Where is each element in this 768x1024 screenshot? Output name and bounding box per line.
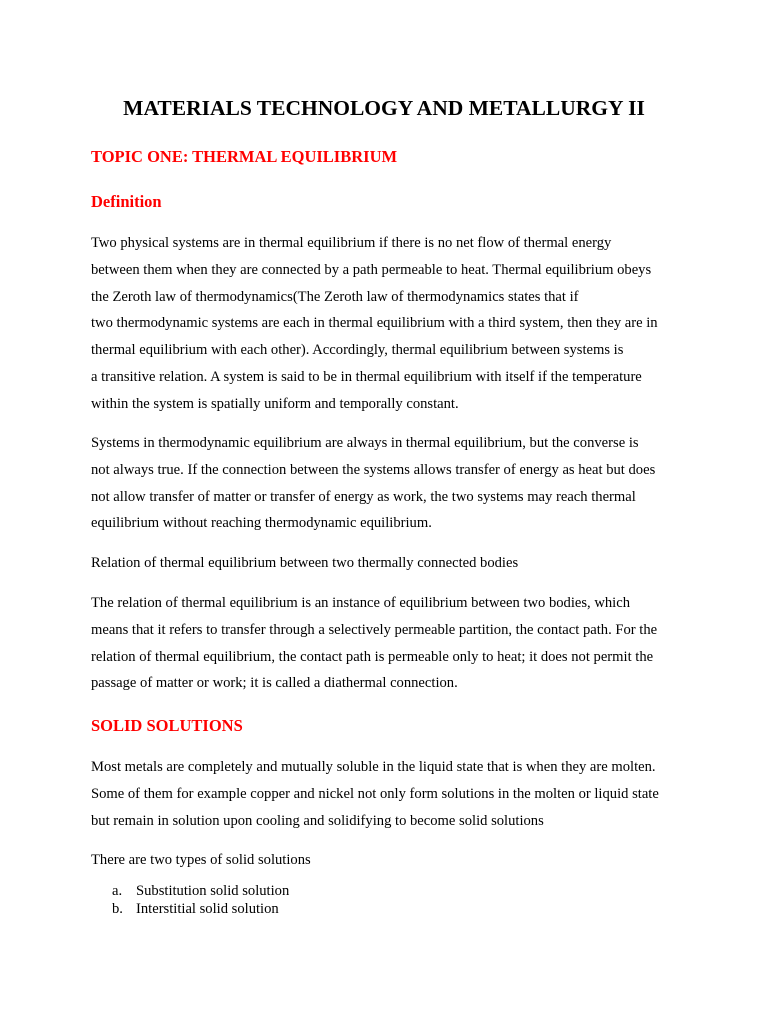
text-line: means that it refers to transfer through a selectively permeable partition, the contact path. For the bbox=[91, 621, 658, 638]
text-line: Systems in thermodynamic equilibrium are always in thermal equilibrium, but the converse is bbox=[91, 435, 639, 451]
paragraph-definition bbox=[91, 230, 691, 418]
text-line: between them when they are connected by a path permeable to heat. Thermal equilibrium obeys bbox=[91, 261, 652, 278]
text-line: two thermodynamic systems are each in thermal equilibrium with a third system, then they are in bbox=[91, 315, 658, 332]
text-line: Most metals are completely and mutually soluble in the liquid state that is when they are molten. bbox=[91, 759, 656, 775]
text-line: The relation of thermal equilibrium is an instance of equilibrium between two bodies, which bbox=[91, 595, 631, 611]
document-title: MATERIALS TECHNOLOGY AND METALLURGY II bbox=[123, 96, 645, 120]
paragraph-thermodynamic-equilibrium bbox=[91, 430, 691, 537]
text-line: relation of thermal equilibrium, the contact path is permeable only to heat; it does not permit the bbox=[91, 648, 654, 665]
text-line: not allow transfer of matter or transfer of energy as work, the two systems may reach thermal bbox=[91, 488, 636, 505]
text-line: but remain in solution upon cooling and solidifying to become solid solutions bbox=[91, 812, 544, 829]
solid-solutions-heading: SOLID SOLUTIONS bbox=[91, 716, 243, 735]
text-line: a transitive relation. A system is said to be in thermal equilibrium with itself if the temperature bbox=[91, 368, 642, 385]
definition-heading: Definition bbox=[91, 192, 162, 211]
paragraph-types-intro bbox=[91, 847, 691, 874]
list-marker: a. bbox=[112, 883, 123, 899]
text-line: the Zeroth law of thermodynamics(The Zeroth law of thermodynamics states that if bbox=[91, 288, 579, 305]
text-line: thermal equilibrium with each other). Accordingly, thermal equilibrium between systems is bbox=[91, 342, 624, 359]
text-line: equilibrium without reaching thermodynamic equilibrium. bbox=[91, 515, 432, 532]
paragraph-relation bbox=[91, 590, 691, 697]
list-marker: b. bbox=[112, 901, 123, 917]
text-line: passage of matter or work; it is called a diathermal connection. bbox=[91, 675, 458, 692]
list-item-text: Substitution solid solution bbox=[136, 883, 290, 899]
text-line: There are two types of solid solutions bbox=[91, 852, 311, 868]
solid-solution-types-list bbox=[112, 882, 289, 918]
text-line: Two physical systems are in thermal equilibrium if there is no net flow of thermal energy bbox=[91, 235, 612, 251]
list-item-text: Interstitial solid solution bbox=[136, 901, 279, 917]
list-item bbox=[112, 882, 289, 900]
text-line: Some of them for example copper and nickel not only form solutions in the molten or liquid state bbox=[91, 785, 659, 802]
text-line: within the system is spatially uniform and temporally constant. bbox=[91, 395, 459, 412]
text-line: Relation of thermal equilibrium between two thermally connected bodies bbox=[91, 555, 519, 571]
paragraph-solid-solutions bbox=[91, 754, 691, 834]
paragraph-relation-caption bbox=[91, 550, 691, 577]
topic-heading: TOPIC ONE: THERMAL EQUILIBRIUM bbox=[91, 147, 398, 166]
list-item bbox=[112, 900, 289, 918]
text-line: not always true. If the connection between the systems allows transfer of energy as heat but does bbox=[91, 461, 656, 478]
